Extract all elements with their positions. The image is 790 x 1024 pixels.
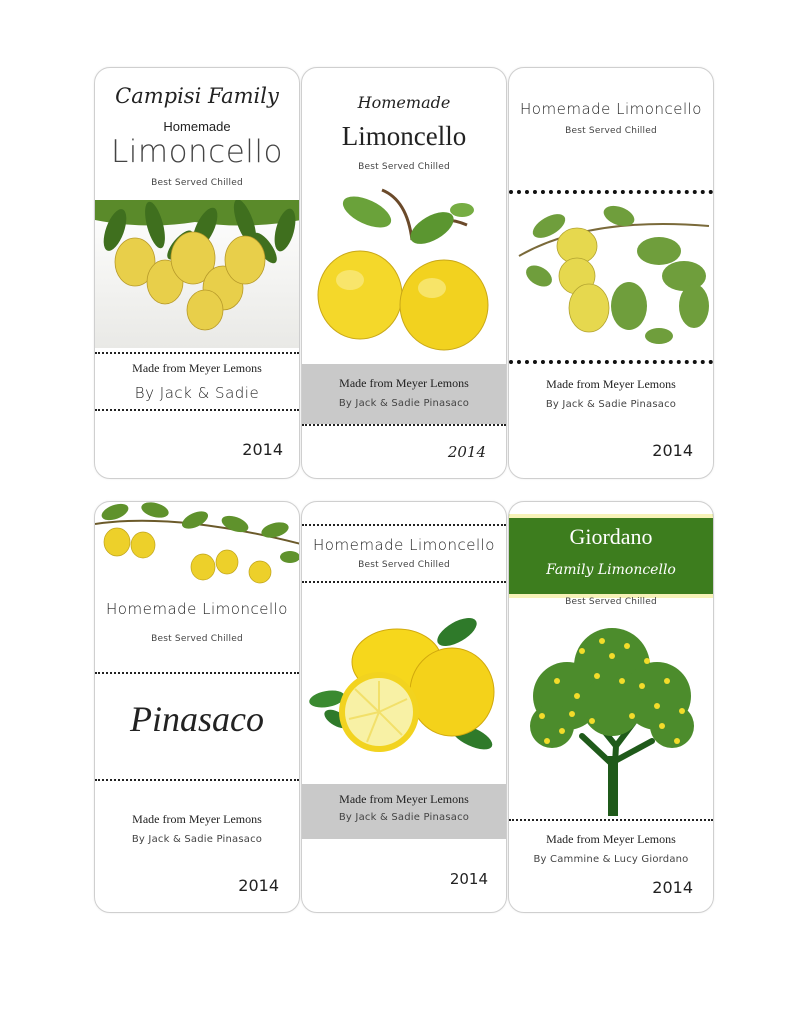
cut-lemons-icon (307, 607, 503, 767)
label-serve: Best Served Chilled (151, 178, 243, 188)
label-name: Pinasaco (130, 699, 264, 739)
label-title: Homemade Limoncello (520, 100, 702, 118)
grey-band (302, 364, 506, 424)
lemon-branch-icon (509, 196, 714, 358)
label-giordano (508, 501, 714, 913)
label-title: Homemade Limoncello (313, 536, 495, 554)
label-by: By Jack & Sadie Pinasaco (338, 398, 470, 409)
divider-top (95, 672, 299, 674)
label-product: Family Limoncello (546, 562, 676, 578)
label-family-name: Giordano (569, 524, 653, 549)
label-homemade: Homemade (357, 93, 451, 112)
label-serve: Best Served Chilled (151, 634, 243, 644)
label-made-from: Made from Meyer Lemons (339, 792, 469, 806)
divider-bottom (302, 424, 506, 426)
label-by: By Cammine & Lucy Giordano (533, 854, 689, 865)
label-year: 2014 (449, 870, 488, 888)
label-by: By Jack & Sadie Pinasaco (131, 834, 263, 845)
label-made-from: Made from Meyer Lemons (546, 377, 676, 391)
label-made-from: Made from Meyer Lemons (546, 832, 676, 846)
label-made-from: Made from Meyer Lemons (132, 361, 262, 375)
label-serve: Best Served Chilled (565, 597, 657, 607)
divider-bottom (509, 360, 713, 364)
label-year: 2014 (238, 876, 279, 895)
label-made-from: Made from Meyer Lemons (339, 376, 469, 390)
label-campisi (94, 67, 300, 479)
label-serve: Best Served Chilled (358, 162, 450, 172)
label-homemade: Homemade (163, 119, 231, 134)
label-serve: Best Served Chilled (358, 560, 450, 570)
label-homemade-limoncello-branch (508, 67, 714, 479)
label-serve: Best Served Chilled (565, 126, 657, 136)
label-product: Limoncello (110, 134, 283, 170)
lemon-branch-icon (95, 200, 300, 348)
divider-bottom (509, 819, 713, 821)
label-cut-lemons (301, 501, 507, 913)
lemon-branch-icon (95, 502, 300, 586)
label-by: By Jack & Sadie Pinasaco (545, 399, 677, 410)
divider-top (302, 524, 506, 526)
two-lemons-icon (312, 180, 498, 360)
label-limoncello-two-lemons (301, 67, 507, 479)
label-product: Limoncello (341, 121, 467, 151)
divider-mid (302, 581, 506, 583)
divider-top (95, 352, 299, 354)
label-year: 2014 (447, 443, 486, 461)
divider-bottom (95, 409, 299, 411)
divider-bottom (95, 779, 299, 781)
label-year: 2014 (652, 441, 693, 460)
label-made-from: Made from Meyer Lemons (132, 812, 262, 826)
divider-top (509, 190, 713, 194)
label-by: By Jack & Sadie (134, 384, 260, 402)
label-title: Homemade Limoncello (106, 600, 288, 618)
label-family-name: Campisi Family (115, 84, 279, 108)
label-pinasaco (94, 501, 300, 913)
lemon-tree-icon (522, 626, 702, 816)
label-year: 2014 (652, 878, 693, 897)
label-year: 2014 (242, 440, 283, 459)
label-by: By Jack & Sadie Pinasaco (338, 812, 470, 823)
